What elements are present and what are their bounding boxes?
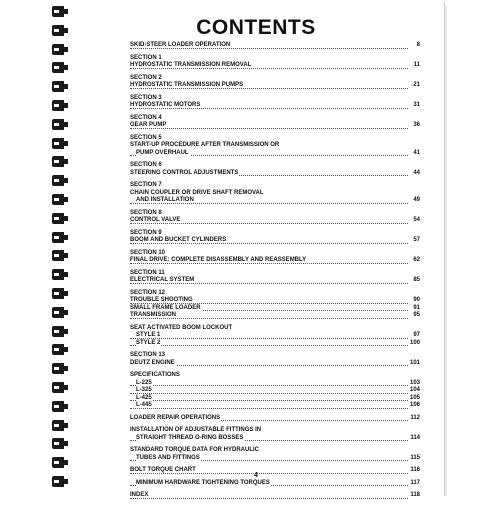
toc-line-text: STRAIGHT THREAD O-RING BOSSES: [136, 434, 244, 441]
page-number: 4: [254, 472, 258, 479]
toc-line-with-page: [130, 297, 420, 305]
toc-entry: [130, 480, 420, 488]
toc-line-text: SKID-STEER LOADER OPERATION: [130, 42, 231, 48]
toc-line-text: STYLE 1: [136, 332, 161, 338]
toc-heading-line: [130, 162, 420, 170]
toc-line-text: STANDARD TORQUE DATA FOR HYDRAULIC: [130, 447, 259, 453]
toc-line-text: TRANSMISSION: [130, 312, 177, 318]
binding-ring-icon: [52, 62, 68, 73]
toc-page-number: 116: [410, 467, 420, 473]
toc-entry: [130, 95, 420, 110]
toc-heading-line: [130, 372, 420, 380]
toc-line-text: PUMP OVERHAUL: [136, 149, 189, 156]
binding-ring-icon: [52, 138, 68, 149]
binding-ring-icon: [52, 401, 68, 412]
toc-page-number: 36: [413, 122, 420, 128]
spiral-binding: [52, 6, 68, 494]
toc-page-number: 118: [410, 492, 420, 498]
toc-line-text: SECTION 2: [130, 74, 162, 81]
toc-page-number: 8: [416, 42, 420, 48]
toc-page-number: 31: [413, 102, 420, 108]
toc-entry: [130, 415, 420, 423]
toc-line-with-page: [130, 217, 420, 225]
toc-line-with-page: [130, 360, 420, 368]
toc-line-text: INSTALLATION OF ADJUSTABLE FITTINGS IN: [130, 427, 262, 433]
toc-page-number: 103: [409, 379, 420, 386]
toc-line-text: HYDROSTATIC TRANSMISSION PUMPS: [130, 82, 244, 88]
dot-leader: [130, 345, 408, 346]
toc-line-text: INDEX: [130, 492, 149, 498]
toc-heading-line: [130, 290, 420, 298]
toc-line-with-page: [130, 455, 420, 463]
toc-heading-line: [130, 427, 420, 435]
toc-page-number: 21: [413, 82, 420, 88]
binding-ring-icon: [52, 100, 68, 111]
binding-ring-icon: [52, 175, 68, 186]
toc-line-text: MINIMUM HARDWARE TIGHTENING TORQUES: [136, 479, 270, 486]
toc-line-with-page: [130, 387, 420, 395]
toc-page-number: 115: [410, 454, 420, 461]
toc-line-text: L-445: [136, 402, 152, 408]
toc-line-text: SECTION 5: [130, 134, 162, 141]
toc-heading-line: [130, 325, 420, 333]
binding-ring-icon: [52, 307, 68, 318]
toc-line-with-page: [130, 42, 420, 50]
toc-page-number: 117: [410, 479, 420, 486]
dot-leader: [130, 498, 408, 499]
toc-line-text: L-325: [136, 387, 152, 393]
toc-line-with-page: [130, 435, 420, 443]
toc-page-number: 104: [409, 387, 420, 393]
toc-line-text: CONTROL VALVE: [130, 217, 181, 223]
dot-leader: [130, 128, 408, 129]
binding-ring-icon: [52, 363, 68, 374]
toc-line-with-page: [130, 150, 420, 158]
binding-ring-icon: [52, 194, 68, 205]
toc-line-text: SPECIFICATIONS: [130, 372, 180, 378]
toc-heading-line: [130, 115, 420, 123]
dot-leader: [130, 385, 408, 386]
binding-ring-icon: [52, 457, 68, 468]
toc-line-with-page: [130, 237, 420, 245]
binding-ring-icon: [52, 119, 68, 130]
toc-line-text: ELECTRICAL SYSTEM: [130, 277, 195, 283]
toc-line-text: HYDROSTATIC TRANSMISSION REMOVAL: [130, 62, 252, 68]
toc-heading-line: [130, 230, 420, 238]
toc-line-text: SECTION 13: [130, 352, 166, 358]
toc-line-with-page: [130, 332, 420, 340]
toc-entry: [130, 135, 420, 158]
toc-entry: [130, 372, 420, 410]
toc-line-with-page: [130, 312, 420, 320]
dot-leader: [130, 408, 408, 409]
toc-line-with-page: [130, 480, 420, 488]
binding-ring-icon: [52, 44, 68, 55]
toc-heading-line: [130, 190, 420, 198]
toc-entry: [130, 55, 420, 70]
toc-line-text: START-UP PROCEDURE AFTER TRANSMISSION OR: [130, 142, 280, 148]
toc-line-text: SECTION 9: [130, 229, 162, 236]
table-of-contents: [130, 42, 420, 505]
toc-page-number: 100: [409, 339, 420, 346]
toc-line-with-page: [130, 340, 420, 348]
binding-ring-icon: [52, 213, 68, 224]
toc-line-text: BOOM AND BUCKET CYLINDERS: [130, 237, 227, 243]
toc-line-text: BOLT TORQUE CHART: [130, 467, 196, 473]
toc-page-number: 62: [413, 257, 420, 263]
toc-line-with-page: [130, 415, 420, 423]
toc-line-text: L-425: [136, 394, 152, 401]
toc-line-text: SEAT ACTIVATED BOOM LOCKOUT: [130, 324, 233, 331]
toc-page-number: 105: [409, 394, 420, 401]
toc-entry: [130, 42, 420, 50]
toc-line-text: CHAIN COUPLER OR DRIVE SHAFT REMOVAL: [130, 189, 264, 196]
toc-line-with-page: [130, 257, 420, 265]
toc-page-number: 49: [413, 197, 420, 203]
toc-page-number: 114: [410, 434, 420, 441]
toc-line-with-page: [130, 102, 420, 110]
toc-line-with-page: [130, 492, 420, 500]
toc-line-with-page: [130, 197, 420, 205]
toc-page-number: 11: [413, 62, 420, 68]
binding-ring-icon: [52, 344, 68, 355]
toc-entry: [130, 230, 420, 245]
toc-line-text: SECTION 10: [130, 249, 166, 256]
binding-ring-icon: [52, 420, 68, 431]
toc-entry: [130, 250, 420, 265]
dot-leader: [130, 338, 408, 339]
toc-line-text: DEUTZ ENGINE: [130, 359, 175, 366]
binding-ring-icon: [52, 250, 68, 261]
toc-heading-line: [130, 250, 420, 258]
toc-line-with-page: [130, 395, 420, 403]
dot-leader: [130, 393, 408, 394]
toc-line-text: SECTION 11: [130, 269, 165, 276]
toc-line-text: SECTION 7: [130, 182, 162, 188]
toc-entry: [130, 352, 420, 367]
toc-line-text: SECTION 12: [130, 289, 166, 296]
toc-line-text: SECTION 8: [130, 209, 162, 216]
toc-page-number: 57: [413, 237, 420, 243]
toc-line-text: SECTION 3: [130, 94, 162, 101]
binding-ring-icon: [52, 25, 68, 36]
toc-heading-line: [130, 182, 420, 190]
binding-ring-icon: [52, 326, 68, 337]
toc-line-with-page: [130, 402, 420, 410]
toc-entry: [130, 270, 420, 285]
binding-ring-icon: [52, 476, 68, 487]
toc-heading-line: [130, 447, 420, 455]
toc-page-number: 106: [409, 402, 420, 408]
toc-page-number: 90: [413, 297, 420, 303]
toc-entry: [130, 182, 420, 205]
toc-entry: [130, 162, 420, 177]
toc-line-text: L-225: [136, 379, 152, 386]
toc-page-number: 41: [413, 149, 420, 156]
toc-page-number: 95: [413, 312, 420, 318]
toc-line-text: SECTION 4: [130, 114, 162, 121]
toc-page-number: 101: [409, 359, 420, 366]
toc-heading-line: [130, 352, 420, 360]
toc-line-text: SECTION 6: [130, 162, 162, 168]
toc-heading-line: [130, 95, 420, 103]
toc-heading-line: [130, 270, 420, 278]
toc-entry: [130, 447, 420, 462]
toc-page-number: 91: [413, 304, 420, 311]
dot-leader: [130, 400, 408, 401]
toc-line-with-page: [130, 380, 420, 388]
binding-ring-icon: [52, 438, 68, 449]
toc-line-text: TROUBLE SHOOTING: [130, 297, 193, 303]
toc-line-text: TUBES AND FITTINGS: [136, 454, 200, 461]
binding-ring-icon: [52, 269, 68, 280]
toc-line-with-page: [130, 305, 420, 313]
binding-ring-icon: [52, 6, 68, 17]
binding-ring-icon: [52, 81, 68, 92]
toc-page-number: 44: [413, 169, 420, 176]
toc-page-number: 97: [413, 332, 420, 338]
toc-line-text: STYLE 2: [136, 339, 161, 346]
toc-entry: [130, 290, 420, 320]
toc-heading-line: [130, 55, 420, 63]
toc-page-number: 112: [410, 414, 420, 421]
toc-line-text: SECTION 1: [130, 54, 162, 61]
toc-line-with-page: [130, 277, 420, 285]
toc-page-number: 85: [413, 277, 420, 283]
toc-line-text: STEERING CONTROL ADJUSTMENTS: [130, 169, 239, 176]
toc-heading-line: [130, 210, 420, 218]
toc-entry: [130, 115, 420, 130]
document-page: [68, 2, 445, 496]
toc-page-number: 54: [413, 217, 420, 223]
toc-line-text: GEAR PUMP: [130, 122, 167, 128]
toc-entry: [130, 427, 420, 442]
toc-line-text: LOADER REPAIR OPERATIONS: [130, 414, 221, 421]
toc-line-text: AND INSTALLATION: [136, 197, 194, 203]
toc-heading-line: [130, 135, 420, 143]
page-title: CONTENTS: [196, 16, 316, 39]
toc-heading-line: [130, 142, 420, 150]
toc-line-text: HYDROSTATIC MOTORS: [130, 102, 201, 108]
toc-line-text: SMALL FRAME LOADER: [130, 304, 201, 311]
toc-entry: [130, 492, 420, 500]
toc-line-text: FINAL DRIVE: COMPLETE DISASSEMBLY AND REASSEMBLY: [130, 257, 307, 263]
toc-entry: [130, 210, 420, 225]
toc-line-with-page: [130, 170, 420, 178]
toc-line-with-page: [130, 122, 420, 130]
toc-entry: [130, 325, 420, 348]
toc-line-with-page: [130, 62, 420, 70]
toc-heading-line: [130, 75, 420, 83]
binding-ring-icon: [52, 382, 68, 393]
binding-ring-icon: [52, 288, 68, 299]
toc-entry: [130, 75, 420, 90]
binding-ring-icon: [52, 156, 68, 167]
toc-line-with-page: [130, 82, 420, 90]
binding-ring-icon: [52, 232, 68, 243]
